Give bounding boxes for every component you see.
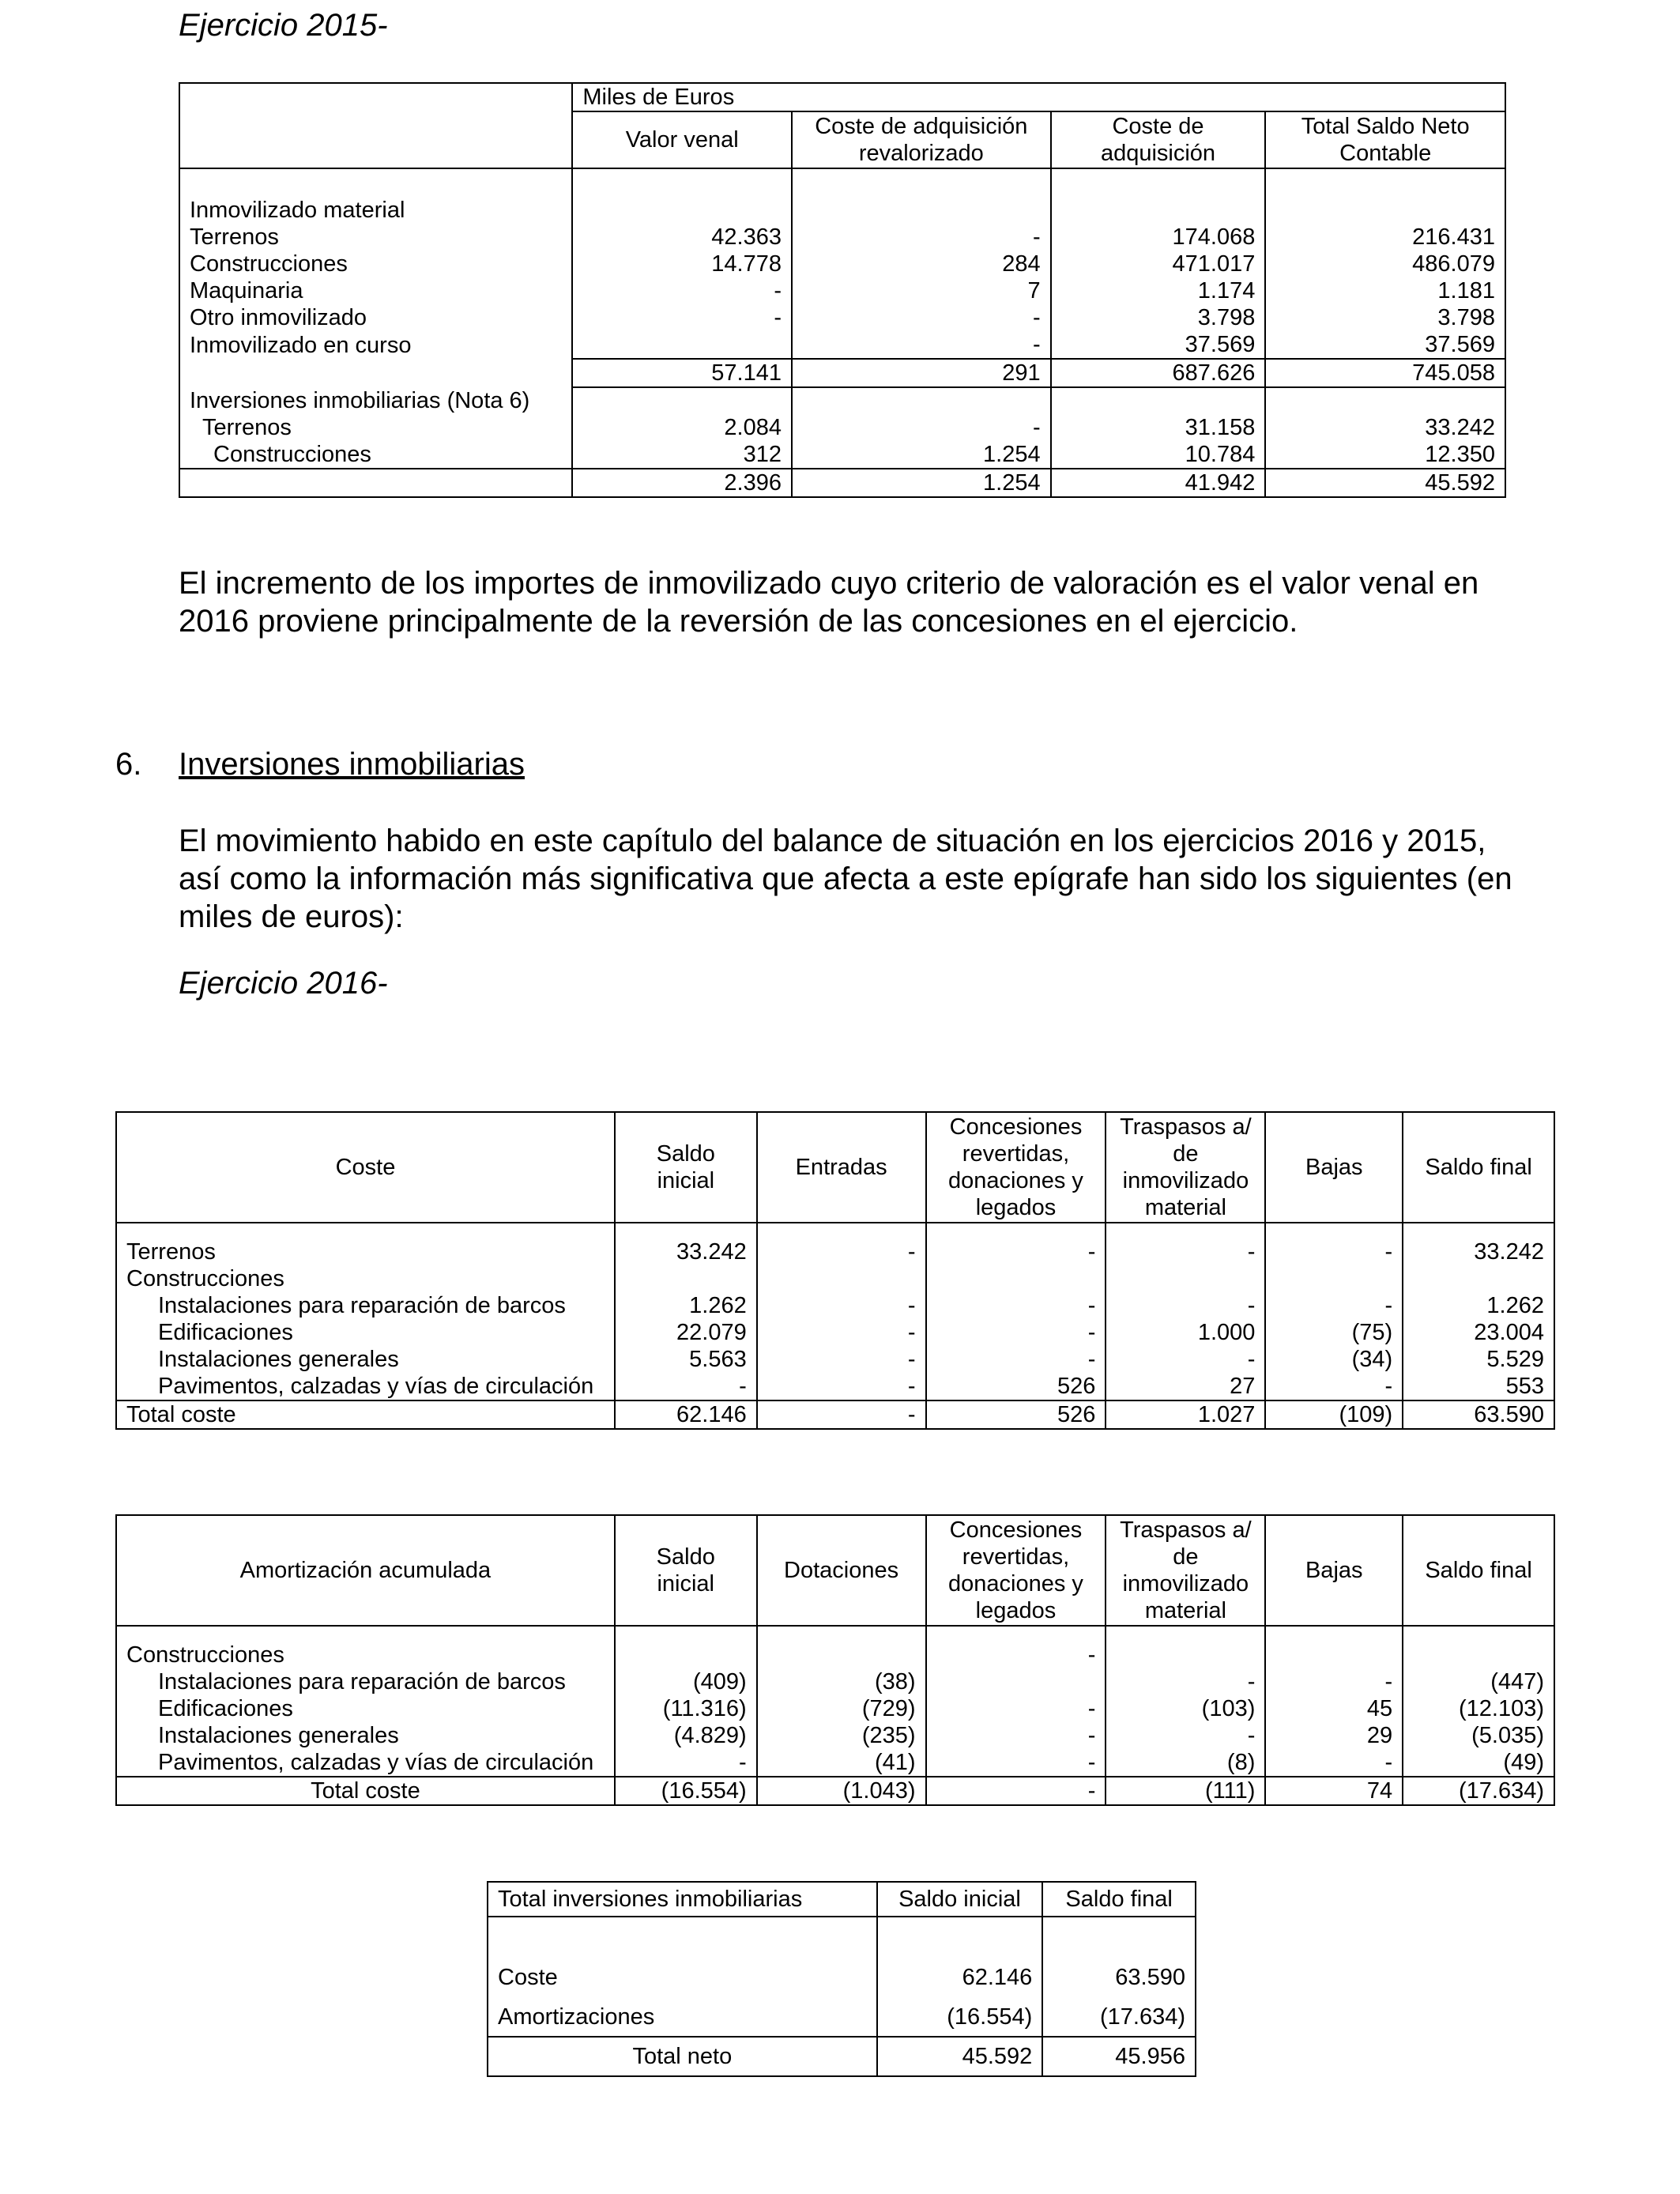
total-inv-header-row: Total inversiones inmobiliarias Saldo inicial Saldo final xyxy=(488,1882,1196,1917)
col-header: Coste de adquisición xyxy=(1051,111,1266,168)
group-title-row xyxy=(179,197,1505,224)
col-header: Coste de adquisición revalorizado xyxy=(792,111,1051,168)
heading-2015: Ejercicio 2015- xyxy=(179,8,388,43)
heading-2016: Ejercicio 2016- xyxy=(179,966,388,1001)
group-title: Inversiones inmobiliarias (Nota 6) xyxy=(179,387,572,414)
table-row: Amortizaciones (16.554) (17.634) xyxy=(488,1997,1196,2037)
table-row: Construcciones 312 1.254 10.784 12.350 xyxy=(179,441,1505,469)
table-row: Terrenos 42.363 - 174.068 216.431 xyxy=(179,224,1505,251)
table-2015-unit-row xyxy=(179,83,1505,111)
table-row: Pavimentos, calzadas y vías de circulación - (41) - (8) - (49) xyxy=(116,1749,1554,1777)
coste-table xyxy=(115,1111,1555,1430)
group-title-row xyxy=(179,387,1505,414)
col-header: Valor venal xyxy=(572,111,792,168)
section-heading xyxy=(115,747,525,782)
table-row: Construcciones - xyxy=(116,1642,1554,1668)
total-row: 2.396 1.254 41.942 45.592 xyxy=(179,469,1505,497)
table-row: Inmovilizado en curso - 37.569 37.569 xyxy=(179,331,1505,359)
section-title: Inversiones inmobiliarias xyxy=(179,747,525,782)
table-row: Terrenos 2.084 - 31.158 33.242 xyxy=(179,414,1505,441)
table-row: Edificaciones (11.316) (729) - (103) 45 (12.103) xyxy=(116,1695,1554,1722)
table-2015 xyxy=(179,82,1506,498)
section-number: 6. xyxy=(115,747,142,782)
total-row: Total neto 45.592 45.956 xyxy=(488,2037,1196,2076)
table-row: Construcciones 14.778 284 471.017 486.079 xyxy=(179,251,1505,277)
total-row: Total coste (16.554) (1.043) - (111) 74 (17.634) xyxy=(116,1777,1554,1805)
coste-header-row: Coste Saldo inicial Entradas Concesiones revertidas, donaciones y legados Traspasos a/ de inmovilizado material Bajas Saldo final xyxy=(116,1112,1554,1223)
total-row: Total coste 62.146 - 526 1.027 (109) 63.590 xyxy=(116,1400,1554,1429)
group-title: Inmovilizado material xyxy=(179,197,572,224)
amort-header-row: Amortización acumulada Saldo inicial Dotaciones Concesiones revertidas, donaciones y legados Traspasos a/ de inmovilizado material Bajas Saldo final xyxy=(116,1515,1554,1626)
paragraph-valor-venal: El incremento de los importes de inmovilizado cuyo criterio de valoración es el valor venal en 2016 proviene principalmente de la reversión de las concesiones en el ejercicio. xyxy=(179,566,1479,639)
table-row: Instalaciones generales (4.829) (235) - - 29 (5.035) xyxy=(116,1722,1554,1749)
table-row: Edificaciones 22.079 - - 1.000 (75) 23.004 xyxy=(116,1319,1554,1346)
table-row: Instalaciones para reparación de barcos (409) (38) - - (447) xyxy=(116,1668,1554,1695)
table-row: Maquinaria - 7 1.174 1.181 xyxy=(179,277,1505,304)
table-row: Pavimentos, calzadas y vías de circulación - - 526 27 - 553 xyxy=(116,1373,1554,1400)
unit-label: Miles de Euros xyxy=(572,83,1505,111)
table-row: Instalaciones para reparación de barcos 1.262 - - - - 1.262 xyxy=(116,1292,1554,1319)
col-header: Total Saldo Neto Contable xyxy=(1265,111,1505,168)
amortizacion-table xyxy=(115,1514,1555,1806)
table-row: Construcciones xyxy=(116,1265,1554,1292)
total-inversiones-table xyxy=(487,1881,1196,2077)
table-row: Instalaciones generales 5.563 - - - (34) 5.529 xyxy=(116,1346,1554,1373)
table-row: Coste 62.146 63.590 xyxy=(488,1958,1196,1997)
subtotal-row: 57.141 291 687.626 745.058 xyxy=(179,359,1505,387)
paragraph-movimiento: El movimiento habido en este capítulo del balance de situación en los ejercicios 2016 y 2015, así como la información más significativa que afecta a este epígrafe han sido los siguientes (en miles de euros): xyxy=(179,824,1512,934)
table-row: Otro inmovilizado - - 3.798 3.798 xyxy=(179,304,1505,331)
table-row: Terrenos 33.242 - - - - 33.242 xyxy=(116,1238,1554,1265)
